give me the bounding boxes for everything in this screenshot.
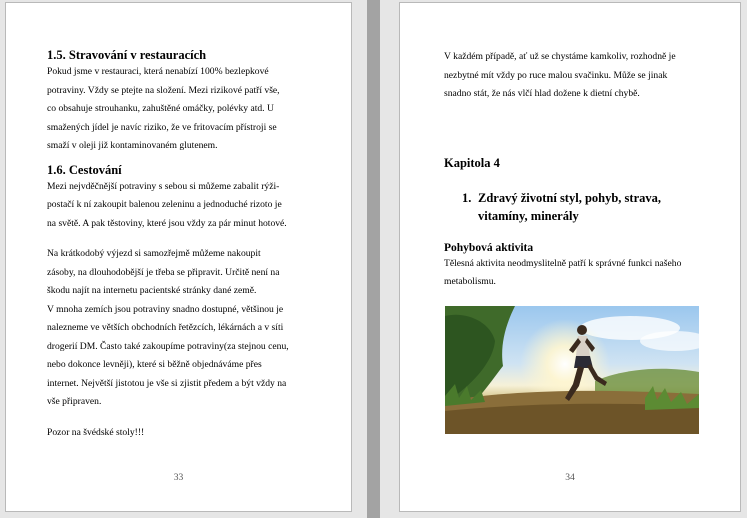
line: V mnoha zemích jsou potraviny snadno dostupné, většinou je [47,303,284,315]
section-1-6-para-3: Pozor na švédské stoly!!! [47,426,145,438]
line: smažených jídel je navíc riziko, že ve fritovacím přístroji se [47,121,277,133]
line: škodu najít na internetu pacientské stránky dané země. [47,285,257,296]
line: Pokud jsme v restauraci, která nenabízí 100% bezlepkové [47,66,269,77]
chapter-title: Kapitola 4 [444,155,500,170]
sub-paragraph [444,255,698,292]
page-33-content [47,47,311,442]
line: Mezi nejvděčnější potraviny s sebou si můžeme zabalit rýži- [47,180,280,192]
heading-line: Zdravý životní styl, pohyb, strava, [478,190,662,205]
section-1-6-para-1 [47,178,311,234]
section-title-1-5: 1.5. Stravování v restauracích [47,48,207,62]
line: Tělesná aktivita neodmyslitelně patří k správné funkci našeho [444,257,682,269]
line: co obsahuje strouhanku, zahuštěné omáčky, polévky atd. U [47,103,274,114]
line: metabolismu. [444,276,496,287]
page-33 [6,3,351,511]
line: zásoby, na dlouhodobější je třeba se připravit. Určitě není na [47,266,280,278]
line: Na krátkodobý výjezd si samozřejmě můžeme nakoupit [47,248,261,259]
intro-paragraph [444,48,698,104]
page-34 [400,3,740,511]
heading-number: 1. [462,190,472,205]
page-34-content [444,48,698,292]
line: potraviny. Vždy se ptejte na složení. Mezi rizikové patří vše, [47,84,280,96]
section-title-1-6: 1.6. Cestování [47,162,122,177]
line: snadno stát, že nás vlčí hlad dožene k dietní chybě. [444,88,640,99]
line: vše připraven. [47,396,102,407]
page-number: 33 [173,472,184,483]
heading-text [478,189,661,225]
line: internet. Největší jistotou je vše si zjistit předem a být vždy na [47,377,287,389]
page-number: 34 [565,472,575,483]
line: postačí k ní zakoupit balenou zeleninu a jednoduché rizoto je [47,199,282,210]
line: nebo dokonce levněji), které si běžně objednáváme přes [47,359,262,370]
main-heading [462,189,698,225]
line: drogerií DM. Často také zakoupíme potraviny(za stejnou cenu, [47,340,289,352]
running-woman-photo [445,306,699,434]
line: na světě. A pak těstoviny, které jsou vždy za pár minut hotové. [47,217,287,229]
heading-line: vitamíny, minerály [478,208,579,223]
line: nezbytné mít vždy po ruce malou svačinku. Může se jinak [444,69,668,81]
document-gutter [367,0,380,518]
line: nalezneme ve větších obchodních řetězcích, lékárnách a v síti [47,322,284,333]
section-1-5-text [47,63,311,156]
line: smaží v oleji již kontaminovaném glutenem. [47,140,218,151]
subheading: Pohybová aktivita [444,241,534,254]
section-1-6-para-2 [47,245,311,412]
line: V každém případě, ať už se chystáme kamkoliv, rozhodně je [444,51,676,62]
